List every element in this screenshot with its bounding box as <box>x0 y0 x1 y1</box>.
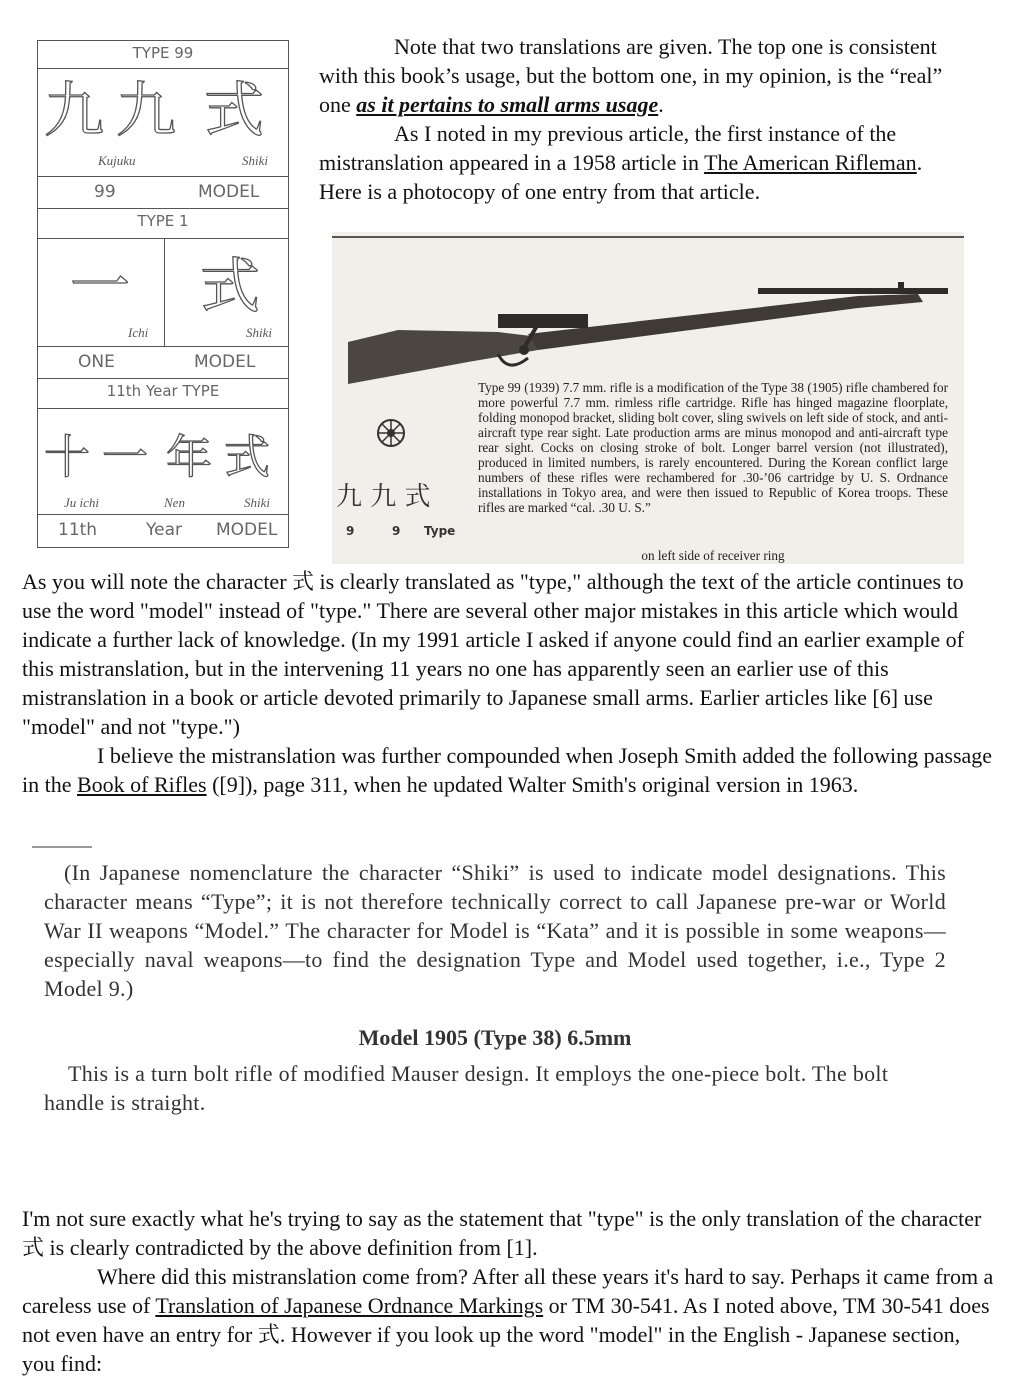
type11-header-text: 11th Year TYPE <box>106 382 220 400</box>
kanji-nen: 年 <box>166 430 212 484</box>
type1-header-text: TYPE 1 <box>137 212 189 230</box>
clip-gloss-type: Type <box>424 524 456 538</box>
eng-11th: 11th <box>58 520 98 540</box>
body1-p1-text-b: is clearly translated as "type," although the text of the article continues to use the word "model" instead of "type." There are several other major mistakes in this article which would indicate a further lack of knowledge. (In my 1991 article I asked if anyone could find an earlier example of this mistranslation, but in the intervening 11 years no one has apparently seen an earlier use of this mistranslation in a book or article devoted primarily to Japanese small arms. Earlier articles like [6] use "model" and not "type.") <box>22 569 964 739</box>
kanji-shiki-2: 式 <box>200 252 260 322</box>
romaji-nen: Nen <box>164 495 185 510</box>
body1-p2-text-a: I believe the mistranslation was further compounded when Joseph Smith added the following passage in the <box>22 743 993 797</box>
type1-english-row <box>38 347 288 379</box>
eng-year: Year <box>146 520 182 540</box>
intro-p1-emphasis: as it pertains to small arms usage <box>356 92 659 117</box>
romaji-ju-ichi: Ju ichi <box>64 495 100 510</box>
intro-paragraph-2 <box>319 119 969 206</box>
shiki-character-2: 式 <box>22 1235 45 1260</box>
type1-header <box>38 209 288 239</box>
excerpt-top-mark <box>32 846 92 848</box>
book-description: This is a turn bolt rifle of modified Mauser design. It employs the one-piece bolt. The bolt handle is straight. <box>44 1061 889 1115</box>
body2-p2-text-b: or TM 30-541. As I noted above, TM 30-541 does not even have an entry for <box>22 1293 990 1347</box>
kanji-ichi: 一 <box>70 252 130 322</box>
eng-one: ONE <box>78 352 115 372</box>
body2-p1-text-a: I'm not sure exactly what he's trying to say as the statement that "type" is the only translation of the character <box>22 1206 982 1231</box>
type99-kanji-row <box>38 69 288 177</box>
romaji-shiki: Shiki <box>242 153 268 168</box>
intro-text <box>319 32 969 206</box>
type1-kanji-row <box>38 239 288 347</box>
romaji-shiki-2: Shiki <box>246 325 272 340</box>
intro-p1-text: Note that two translations are given. The top one is consistent with this book’s usage, but the bottom one, in my opinion, is the “real” one <box>319 34 943 117</box>
kanji-9b: 九 <box>116 76 176 146</box>
body-text-2 <box>22 1204 997 1378</box>
intro-paragraph-1 <box>319 32 969 119</box>
kanji-ichi-2: 一 <box>102 430 148 484</box>
type99-english-row <box>38 177 288 209</box>
book-heading: Model 1905 (Type 38) 6.5mm <box>358 1025 632 1050</box>
body-paragraph-4 <box>22 1262 997 1378</box>
romaji-kujuku: Kujuku <box>98 153 136 168</box>
romaji-shiki-3: Shiki <box>244 495 270 510</box>
kanji-ju: 十 <box>44 430 90 484</box>
body1-p1-text-a: As you will note the character <box>22 569 293 594</box>
kanji-shiki-3: 式 <box>224 430 270 484</box>
body2-p2-text-c: . However if you look up the word "model" in the English - Japanese section, you find: <box>22 1322 961 1376</box>
clip-gloss-9b: 9 <box>392 524 401 538</box>
type11-kanji-row <box>38 409 288 515</box>
eng-model: MODEL <box>198 182 260 202</box>
body-text-1 <box>22 567 997 799</box>
book-of-rifles-title: Book of Rifles <box>77 772 207 797</box>
body-paragraph-1 <box>22 567 997 741</box>
clip-kanji: 九 九 式 <box>336 482 431 512</box>
shiki-character-3: 式 <box>257 1322 280 1347</box>
body1-p2-text-b: ([9]), page 311, when he updated Walter Smith's original version in 1963. <box>206 772 859 797</box>
body2-p1-text-b: is clearly contradicted by the above definition from [1]. <box>44 1235 538 1260</box>
character-table <box>37 40 289 548</box>
type11-header <box>38 379 288 409</box>
book-excerpt <box>44 858 946 1117</box>
type99-header <box>38 41 288 69</box>
type11-english-row <box>38 515 288 547</box>
body-paragraph-3 <box>22 1204 997 1262</box>
ordnance-markings-title: Translation of Japanese Ordnance Markings <box>155 1293 544 1318</box>
eng-model-2: MODEL <box>194 352 256 372</box>
book-quote: (In Japanese nomenclature the character “Shiki” is used to indicate model designations. This character means “Type”; it is not therefore technically correct to call Japanese pre-war or World War II weapons “Model.” The character for Model is “Kata” and it is possible in some weapons—especially naval weapons—to find the designation Type and Model used together, i.e., Type 2 Model 9.) <box>44 860 946 1001</box>
eng-model-3: MODEL <box>216 520 278 540</box>
intro-p1-end: . <box>658 92 664 117</box>
chrysanthemum-seal-icon <box>376 418 406 448</box>
kanji-shiki: 式 <box>204 76 264 146</box>
body2-p2-text-a: Where did this mistranslation come from? After all these years it's hard to say. Perhaps it came from a careless use of <box>22 1264 994 1318</box>
clip-gloss-9a: 9 <box>346 524 355 538</box>
kanji-9a: 九 <box>44 76 104 146</box>
divider <box>164 239 165 347</box>
type99-header-text: TYPE 99 <box>132 44 194 62</box>
romaji-ichi: Ichi <box>128 325 149 340</box>
clip-caption: Type 99 (1939) 7.7 mm. rifle is a modification of the Type 38 (1905) rifle chambered for more powerful 7.7 mm. rimless rifle cartridge. Rifle has hinged magazine floorplate, folding monopod bracket, sliding bolt cover, sling swivels on left side of stock, and anti-aircraft type rear sight. Late production arms are minus monopod and anti-aircraft type rear sight. Cocks on closing stroke of bolt. Longer barrel version (not illustrated), produced in limited numbers, is rarely encountered. During the Korean conflict large numbers of these rifles were rechambered for .30-’06 cartridge by U. S. Ordnance installations in Tokyo area, and were then issued to Republic of Korea troops. These rifles are marked “cal. .30 U. S.” <box>478 380 948 515</box>
intro-p2-text: As I noted in my previous article, the first instance of the mistranslation appeared in a 1958 article in <box>319 121 897 175</box>
eng-99: 99 <box>94 182 116 202</box>
shiki-character: 式 <box>292 569 315 594</box>
clip-top-rule <box>332 236 964 238</box>
american-rifleman-title: The American Rifleman <box>704 150 917 175</box>
intro-p2-end: . Here is a photocopy of one entry from that article. <box>319 150 923 204</box>
clip-caption-last-line: on left side of receiver ring <box>641 548 785 563</box>
body-paragraph-2 <box>22 741 997 799</box>
article-photocopy <box>332 232 964 564</box>
